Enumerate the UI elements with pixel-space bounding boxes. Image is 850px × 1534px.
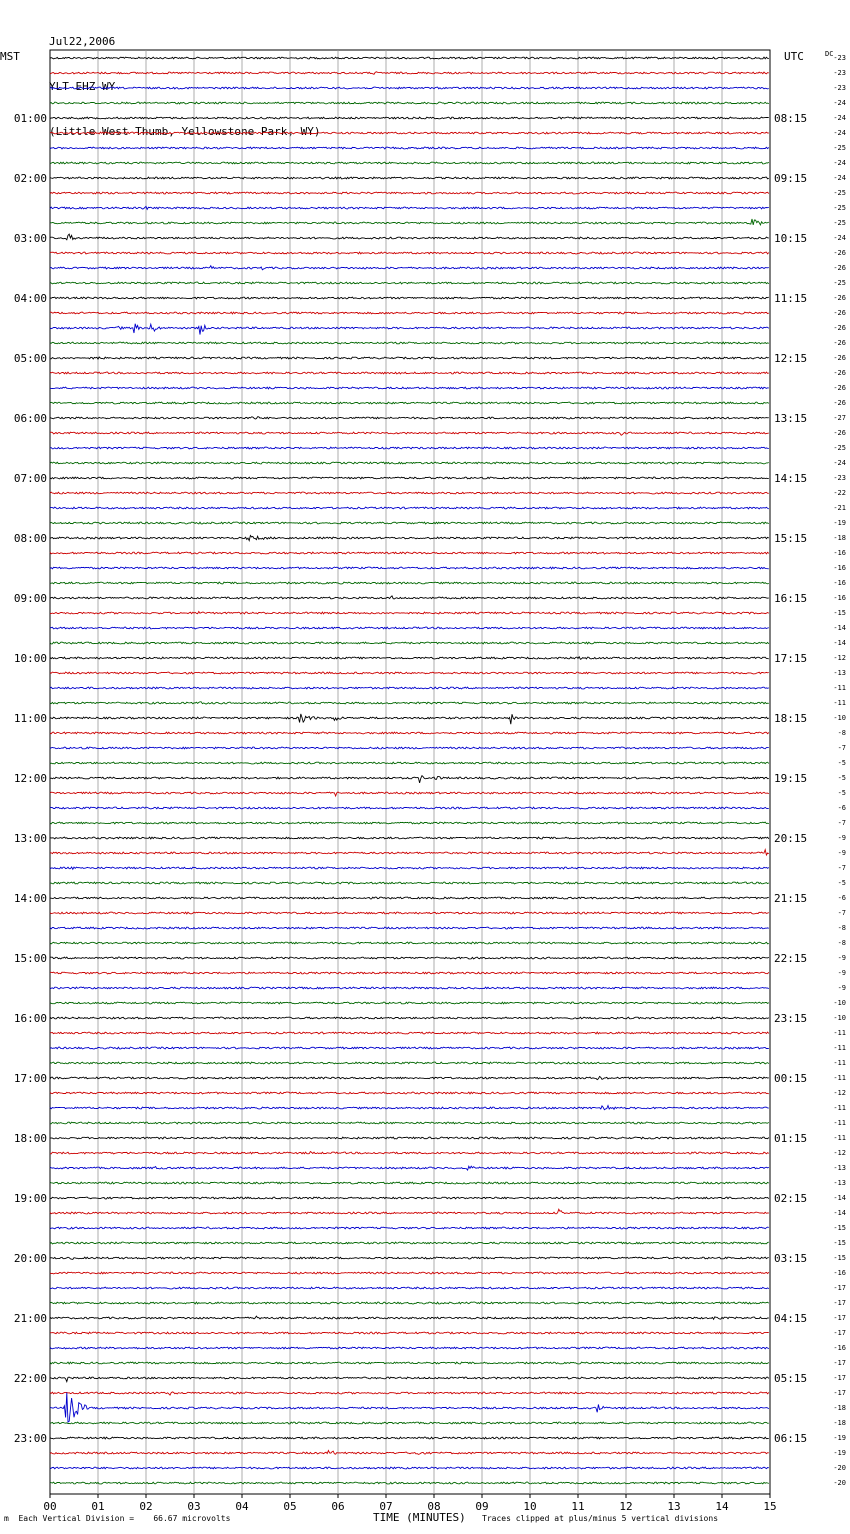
dc-offset-label: -11: [833, 684, 846, 692]
trace-row-83: [50, 1302, 769, 1304]
dc-offset-label: -16: [833, 1269, 846, 1277]
right-hour-label: 11:15: [774, 292, 808, 305]
left-hour-label: 21:00: [13, 1312, 47, 1325]
dc-offset-label: -13: [833, 1179, 846, 1187]
dc-offset-label: -11: [833, 1044, 846, 1052]
trace-row-27: [50, 462, 769, 464]
right-timezone-label: UTC: [784, 50, 804, 63]
dc-offset-label: -14: [833, 1209, 846, 1217]
x-tick-label: 15: [763, 1500, 777, 1513]
dc-offset-label: -5: [837, 759, 846, 767]
dc-offset-label: -5: [837, 774, 846, 782]
dc-offset-label: -16: [833, 549, 846, 557]
dc-offset-label: -24: [833, 114, 846, 122]
dc-offset-label: -6: [837, 894, 846, 902]
clip-note: Traces clipped at plus/minus 5 vertical divisions: [482, 1514, 719, 1523]
trace-row-47: [50, 762, 769, 764]
dc-offset-label: -24: [833, 129, 846, 137]
trace-row-57: [50, 912, 769, 914]
dc-offset-label: -10: [833, 999, 846, 1007]
date-label: Jul22,2006: [49, 35, 116, 48]
right-hour-label: 09:15: [774, 172, 808, 185]
scale-marker: m: [4, 1514, 9, 1523]
right-hour-label: 08:15: [774, 112, 808, 125]
trace-row-15: [50, 282, 769, 284]
dc-offset-label: -7: [837, 909, 846, 917]
trace-row-33: [50, 552, 769, 554]
trace-row-87: [50, 1362, 769, 1364]
dc-offset-label: -26: [833, 324, 846, 332]
dc-offset-label: -7: [837, 744, 846, 752]
right-hour-label: 05:15: [774, 1372, 808, 1385]
trace-row-2: [50, 87, 769, 89]
trace-row-92: [50, 1437, 769, 1439]
right-hour-label: 18:15: [774, 712, 808, 725]
trace-row-75: [50, 1182, 769, 1184]
trace-row-19: [50, 342, 769, 344]
trace-row-9: [50, 192, 769, 194]
left-hour-label: 07:00: [13, 472, 47, 485]
dc-offset-label: -9: [837, 954, 846, 962]
dc-offset-label: -26: [833, 309, 846, 317]
trace-row-84: [50, 1316, 769, 1319]
dc-offset-label: -27: [833, 414, 846, 422]
trace-row-51: [50, 822, 769, 824]
x-tick-label: 05: [283, 1500, 297, 1513]
trace-row-26: [50, 447, 769, 449]
location-label: (Little West Thumb, Yellowstone Park, WY): [49, 125, 321, 138]
dc-offset-label: -26: [833, 294, 846, 302]
dc-offset-label: -24: [833, 234, 846, 242]
trace-row-5: [50, 132, 769, 134]
trace-row-39: [50, 642, 769, 644]
dc-offset-label: -5: [837, 789, 846, 797]
dc-offset-label: -25: [833, 219, 846, 227]
trace-row-77: [50, 1209, 769, 1214]
trace-row-88: [50, 1377, 769, 1382]
trace-row-80: [50, 1257, 769, 1259]
dc-offset-label: -7: [837, 819, 846, 827]
trace-row-8: [50, 177, 769, 179]
right-hour-label: 16:15: [774, 592, 808, 605]
dc-offset-label: -24: [833, 99, 846, 107]
trace-row-31: [50, 522, 769, 524]
trace-row-11: [50, 219, 769, 225]
dc-offset-label: -16: [833, 1344, 846, 1352]
trace-row-85: [50, 1332, 769, 1334]
trace-row-45: [50, 732, 769, 734]
trace-row-69: [50, 1092, 769, 1094]
left-hour-label: 10:00: [13, 652, 47, 665]
dc-offset-label: -11: [833, 699, 846, 707]
dc-offset-label: -22: [833, 489, 846, 497]
trace-row-30: [50, 507, 769, 509]
dc-offset-label: -26: [833, 339, 846, 347]
right-hour-label: 22:15: [774, 952, 808, 965]
trace-row-16: [50, 297, 769, 299]
trace-row-37: [50, 612, 769, 614]
trace-row-49: [50, 792, 769, 796]
left-hour-label: 13:00: [13, 832, 47, 845]
right-hour-label: 23:15: [774, 1012, 808, 1025]
dc-offset-label: -26: [833, 354, 846, 362]
trace-row-90: [50, 1393, 769, 1423]
trace-row-4: [50, 117, 769, 119]
left-hour-label: 15:00: [13, 952, 47, 965]
dc-offset-label: -16: [833, 579, 846, 587]
trace-row-79: [50, 1242, 769, 1244]
x-tick-label: 03: [187, 1500, 201, 1513]
dc-offset-label: -15: [833, 1254, 846, 1262]
x-tick-label: 08: [427, 1500, 441, 1513]
trace-row-1: [50, 72, 769, 75]
trace-row-25: [50, 432, 769, 435]
dc-offset-label: -25: [833, 144, 846, 152]
dc-offset-label: -25: [833, 189, 846, 197]
left-hour-label: 16:00: [13, 1012, 47, 1025]
dc-offset-label: -23: [833, 54, 846, 62]
trace-row-50: [50, 807, 769, 809]
dc-offset-label: -25: [833, 444, 846, 452]
trace-row-73: [50, 1152, 769, 1154]
dc-offset-label: -12: [833, 654, 846, 662]
left-hour-label: 22:00: [13, 1372, 47, 1385]
trace-row-65: [50, 1032, 769, 1034]
left-hour-label: 03:00: [13, 232, 47, 245]
dc-offset-label: -9: [837, 834, 846, 842]
dc-offset-label: -17: [833, 1374, 846, 1382]
trace-row-6: [50, 147, 769, 149]
dc-offset-label: -8: [837, 939, 846, 947]
dc-offset-label: -24: [833, 174, 846, 182]
dc-offset-label: -9: [837, 969, 846, 977]
trace-row-13: [50, 252, 769, 254]
trace-row-44: [50, 714, 769, 724]
right-hour-label: 06:15: [774, 1432, 808, 1445]
trace-row-14: [50, 266, 769, 270]
dc-offset-label: -12: [833, 1149, 846, 1157]
dc-offset-label: -23: [833, 474, 846, 482]
trace-row-42: [50, 687, 769, 689]
x-tick-label: 07: [379, 1500, 393, 1513]
x-tick-label: 14: [715, 1500, 729, 1513]
trace-row-21: [50, 372, 769, 374]
trace-layer: [50, 57, 769, 1484]
right-hour-label: 17:15: [774, 652, 808, 665]
label-layer: [0, 50, 846, 1513]
dc-label: DC: [825, 50, 834, 58]
right-hour-label: 03:15: [774, 1252, 808, 1265]
trace-row-64: [50, 1017, 769, 1019]
right-hour-label: 15:15: [774, 532, 808, 545]
dc-offset-label: -9: [837, 984, 846, 992]
trace-row-35: [50, 582, 769, 584]
trace-row-91: [50, 1422, 769, 1424]
dc-offset-label: -17: [833, 1314, 846, 1322]
trace-row-7: [50, 162, 769, 164]
dc-offset-label: -10: [833, 714, 846, 722]
trace-row-60: [50, 957, 769, 959]
left-hour-label: 12:00: [13, 772, 47, 785]
x-tick-label: 01: [91, 1500, 105, 1513]
dc-offset-label: -11: [833, 1074, 846, 1082]
trace-row-52: [50, 837, 769, 839]
trace-row-66: [50, 1047, 769, 1049]
dc-offset-label: -9: [837, 849, 846, 857]
dc-offset-label: -17: [833, 1329, 846, 1337]
dc-offset-label: -5: [837, 879, 846, 887]
left-hour-label: 23:00: [13, 1432, 47, 1445]
trace-row-95: [50, 1482, 769, 1484]
dc-offset-label: -11: [833, 1029, 846, 1037]
x-tick-label: 12: [619, 1500, 633, 1513]
left-timezone-label: MST: [0, 50, 20, 63]
trace-row-82: [50, 1287, 769, 1289]
dc-offset-label: -15: [833, 1239, 846, 1247]
dc-offset-label: -8: [837, 924, 846, 932]
dc-offset-label: -20: [833, 1479, 846, 1487]
dc-offset-label: -18: [833, 1404, 846, 1412]
dc-offset-label: -11: [833, 1119, 846, 1127]
trace-row-67: [50, 1062, 769, 1064]
trace-row-55: [50, 882, 769, 884]
right-hour-label: 10:15: [774, 232, 808, 245]
dc-offset-label: -8: [837, 729, 846, 737]
trace-row-74: [50, 1166, 769, 1170]
left-hour-label: 08:00: [13, 532, 47, 545]
dc-offset-label: -19: [833, 1449, 846, 1457]
dc-offset-label: -6: [837, 804, 846, 812]
x-tick-label: 02: [139, 1500, 153, 1513]
trace-row-18: [50, 324, 769, 335]
dc-offset-label: -15: [833, 1224, 846, 1232]
trace-row-89: [50, 1392, 769, 1395]
dc-offset-label: -14: [833, 624, 846, 632]
trace-row-78: [50, 1227, 769, 1229]
trace-row-63: [50, 1002, 769, 1004]
left-hour-label: 02:00: [13, 172, 47, 185]
trace-row-3: [50, 102, 769, 104]
dc-offset-label: -19: [833, 519, 846, 527]
dc-offset-label: -24: [833, 459, 846, 467]
dc-offset-label: -18: [833, 534, 846, 542]
trace-row-32: [50, 536, 769, 541]
right-hour-label: 20:15: [774, 832, 808, 845]
dc-offset-label: -26: [833, 264, 846, 272]
trace-row-81: [50, 1272, 769, 1274]
trace-row-86: [50, 1347, 769, 1349]
x-tick-label: 13: [667, 1500, 681, 1513]
dc-offset-label: -17: [833, 1284, 846, 1292]
dc-offset-label: -14: [833, 639, 846, 647]
dc-offset-label: -24: [833, 159, 846, 167]
trace-row-41: [50, 672, 769, 674]
plot-frame: [50, 50, 770, 1494]
dc-offset-label: -18: [833, 1419, 846, 1427]
trace-row-38: [50, 627, 769, 629]
trace-row-36: [50, 596, 769, 599]
trace-row-70: [50, 1106, 769, 1110]
right-hour-label: 01:15: [774, 1132, 808, 1145]
trace-row-62: [50, 987, 769, 989]
dc-offset-label: -26: [833, 429, 846, 437]
scale-note: [4, 1514, 230, 1523]
trace-row-22: [50, 387, 769, 389]
right-hour-label: 12:15: [774, 352, 808, 365]
trace-row-72: [50, 1137, 769, 1139]
dc-offset-label: -25: [833, 279, 846, 287]
dc-offset-label: -26: [833, 399, 846, 407]
trace-row-48: [50, 776, 769, 783]
right-hour-label: 19:15: [774, 772, 808, 785]
x-tick-label: 11: [571, 1500, 585, 1513]
trace-row-12: [50, 234, 769, 240]
dc-offset-label: -17: [833, 1359, 846, 1367]
dc-offset-label: -16: [833, 594, 846, 602]
right-hour-label: 04:15: [774, 1312, 808, 1325]
trace-row-59: [50, 942, 769, 944]
station-label: YLT EHZ WY: [49, 80, 116, 93]
left-hour-label: 06:00: [13, 412, 47, 425]
dc-offset-label: -13: [833, 669, 846, 677]
trace-row-17: [50, 312, 769, 314]
trace-row-53: [50, 850, 769, 855]
trace-row-71: [50, 1122, 769, 1124]
x-tick-label: 10: [523, 1500, 537, 1513]
trace-row-68: [50, 1076, 769, 1079]
trace-row-20: [50, 357, 769, 359]
x-axis-title: TIME (MINUTES): [373, 1511, 466, 1524]
dc-offset-label: -25: [833, 204, 846, 212]
trace-row-46: [50, 747, 769, 749]
grid-layer: [50, 50, 770, 1498]
trace-row-76: [50, 1197, 769, 1199]
trace-row-34: [50, 567, 769, 569]
right-hour-label: 00:15: [774, 1072, 808, 1085]
right-hour-label: 13:15: [774, 412, 808, 425]
dc-offset-label: -13: [833, 1164, 846, 1172]
trace-row-61: [50, 972, 769, 974]
trace-row-10: [50, 206, 769, 209]
dc-offset-label: -19: [833, 1434, 846, 1442]
dc-offset-label: -26: [833, 369, 846, 377]
dc-offset-label: -11: [833, 1104, 846, 1112]
trace-row-54: [50, 867, 769, 869]
dc-offset-label: -17: [833, 1389, 846, 1397]
left-hour-label: 11:00: [13, 712, 47, 725]
left-hour-label: 05:00: [13, 352, 47, 365]
trace-row-24: [50, 417, 769, 419]
right-hour-label: 21:15: [774, 892, 808, 905]
left-hour-label: 17:00: [13, 1072, 47, 1085]
trace-row-40: [50, 657, 769, 660]
scale-text: Each Vertical Division = 66.67 microvolts: [18, 1514, 231, 1523]
trace-row-93: [50, 1451, 769, 1455]
dc-offset-label: -7: [837, 864, 846, 872]
trace-row-56: [50, 897, 769, 899]
trace-row-0: [50, 57, 769, 59]
left-hour-label: 01:00: [13, 112, 47, 125]
left-hour-label: 19:00: [13, 1192, 47, 1205]
left-hour-label: 14:00: [13, 892, 47, 905]
dc-offset-label: -26: [833, 249, 846, 257]
left-hour-label: 09:00: [13, 592, 47, 605]
dc-offset-label: -26: [833, 384, 846, 392]
dc-offset-label: -23: [833, 69, 846, 77]
left-hour-label: 20:00: [13, 1252, 47, 1265]
left-hour-label: 04:00: [13, 292, 47, 305]
dc-offset-label: -14: [833, 1194, 846, 1202]
left-hour-label: 18:00: [13, 1132, 47, 1145]
dc-offset-label: -21: [833, 504, 846, 512]
dc-offset-label: -12: [833, 1089, 846, 1097]
dc-offset-label: -10: [833, 1014, 846, 1022]
trace-row-23: [50, 402, 769, 404]
dc-offset-label: -15: [833, 609, 846, 617]
x-tick-label: 00: [43, 1500, 57, 1513]
dc-offset-label: -23: [833, 84, 846, 92]
x-tick-label: 04: [235, 1500, 249, 1513]
dc-offset-label: -11: [833, 1059, 846, 1067]
dc-offset-label: -17: [833, 1299, 846, 1307]
dc-offset-label: -16: [833, 564, 846, 572]
trace-row-43: [50, 702, 769, 704]
right-hour-label: 02:15: [774, 1192, 808, 1205]
trace-row-58: [50, 927, 769, 929]
x-tick-label: 09: [475, 1500, 489, 1513]
trace-row-94: [50, 1467, 769, 1469]
trace-row-29: [50, 492, 769, 494]
x-tick-label: 06: [331, 1500, 345, 1513]
dc-offset-label: -20: [833, 1464, 846, 1472]
right-hour-label: 14:15: [774, 472, 808, 485]
trace-row-28: [50, 477, 769, 479]
dc-offset-label: -11: [833, 1134, 846, 1142]
